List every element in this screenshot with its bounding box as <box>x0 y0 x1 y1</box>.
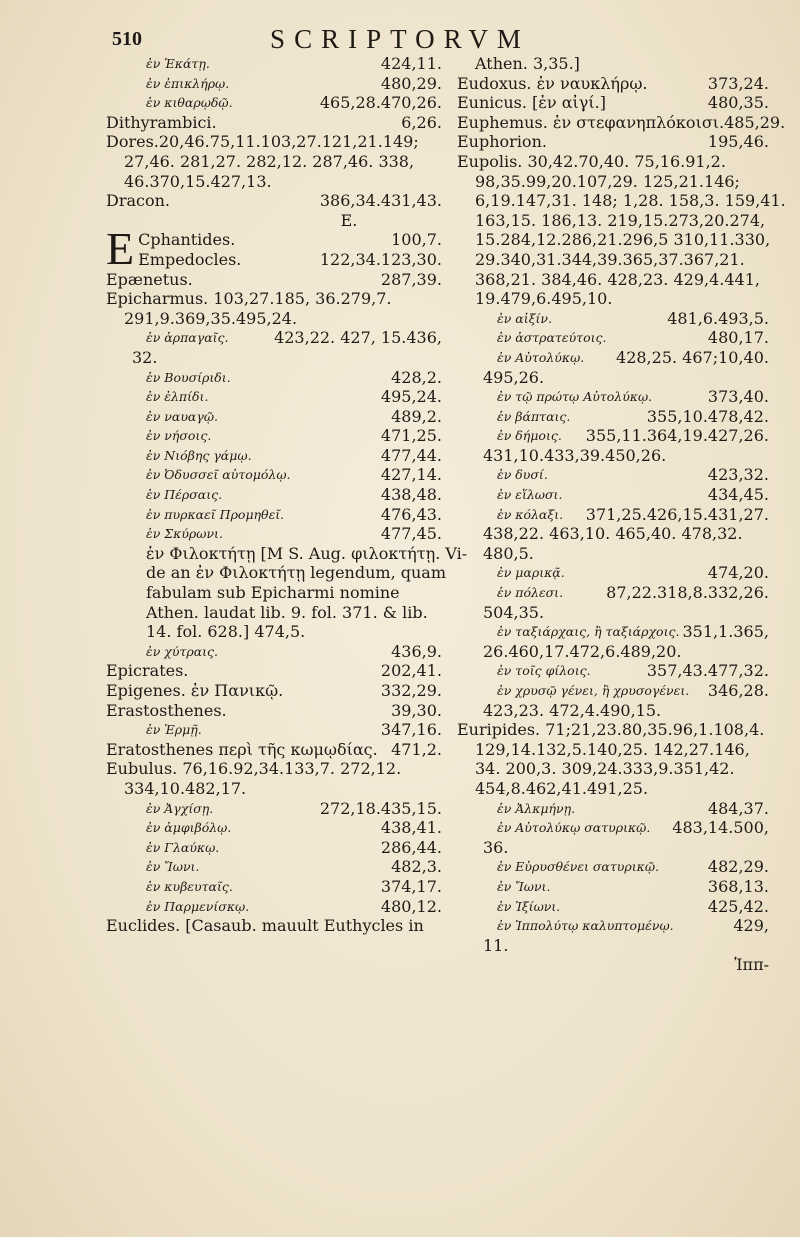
entry-ref: 465,28.470,26. <box>319 93 442 113</box>
entry-ref: 423,22. 427, 15.436, <box>274 328 442 348</box>
index-entry <box>457 74 769 94</box>
entry-ref: 374,17. <box>380 876 442 896</box>
entry-label: ἐν Παρμενίσκῳ. <box>146 898 250 914</box>
entry-label: ἐν Σκύρωνι. <box>146 526 223 542</box>
entry-ref: 371,25.426,15.431,27. <box>585 504 769 524</box>
entry-ref: 423,32. <box>707 465 769 485</box>
index-entry <box>457 54 769 74</box>
right-column <box>457 54 786 975</box>
index-entry <box>457 465 769 485</box>
author-name: Eratosthenes περὶ τῆς κωμῳδίας. <box>106 739 378 759</box>
index-entry <box>106 740 442 760</box>
entry-line: 368,21. 384,46. 428,23. 429,4.441, <box>475 269 760 289</box>
author-name: Eudoxus. ἐν ναυκλήρῳ. <box>457 73 648 93</box>
entry-line: 6,19.147,31. 148; 1,28. 158,3. 159,41. <box>475 191 786 211</box>
index-entry <box>106 485 442 505</box>
index-entry <box>106 54 442 74</box>
index-entry <box>106 524 442 544</box>
index-entry <box>106 642 442 662</box>
index-entry <box>106 93 442 113</box>
author-name: Epænetus. <box>106 269 193 289</box>
entry-ref: 438,41. <box>380 818 442 838</box>
entry-list <box>106 799 442 917</box>
index-entry <box>457 93 769 113</box>
index-entry <box>106 543 468 642</box>
entry-ref: 436,9. <box>391 641 442 661</box>
entry-line: 291,9.369,35.495,24. <box>124 308 298 328</box>
entry-ref: 480,17. <box>707 328 769 348</box>
entry-ref: 373,24. <box>707 73 769 93</box>
entry-line: 27,46. 281,27. 282,12. 287,46. 338, <box>124 151 415 171</box>
entry-label: ἐν πόλεσι. <box>497 585 564 601</box>
entry-line: 14. fol. 628.] 474,5. <box>146 622 306 642</box>
index-entry <box>457 720 769 798</box>
entry-ref: 287,39. <box>380 269 442 289</box>
index-entry <box>106 877 442 897</box>
entry-line: 15.284,12.286,21.296,5 310,11.330, <box>475 230 771 250</box>
index-entry <box>457 505 769 564</box>
entry-list <box>457 799 769 956</box>
index-entry <box>106 368 442 388</box>
entry-ref: 482,29. <box>707 857 769 877</box>
entry-ref: 477,44. <box>380 445 442 465</box>
entry-line: 98,35.99,20.107,29. 125,21.146; <box>475 171 740 191</box>
index-entry <box>106 916 442 936</box>
entry-ref: 428,25. 467;10,40. <box>616 347 769 367</box>
index-entry <box>457 348 769 387</box>
catchword <box>457 955 769 975</box>
entry-line: 504,35. <box>483 602 545 622</box>
index-entry <box>106 720 442 740</box>
entry-label: ἐν Ἀλκμήνῃ. <box>497 800 576 816</box>
entry-line: 129,14.132,5.140,25. 142,27.146, <box>475 739 750 759</box>
index-entry <box>106 799 442 819</box>
entry-ref: 347,16. <box>380 720 442 740</box>
entry-ref: 480,29. <box>380 73 442 93</box>
author-name: Epicrates. <box>106 661 189 681</box>
entry-ref: 357,43.477,32. <box>646 661 769 681</box>
entry-ref: 346,28. <box>707 681 769 700</box>
section-letter: E. <box>340 210 358 230</box>
author-name: Erastosthenes. <box>106 700 227 720</box>
index-entry <box>106 132 442 191</box>
entry-ref: 424,11. <box>380 54 442 73</box>
entry-ref: 332,29. <box>380 681 442 700</box>
index-entry <box>457 857 769 877</box>
entry-line: 11. <box>483 935 509 955</box>
entry-ref: 485,29. <box>724 112 786 132</box>
entry-label: ἐν Βουσίριδι. <box>146 369 231 385</box>
entry-ref: 471,2. <box>391 739 442 759</box>
entry-label: ἐν Ὀδυσσεῖ αὐτομόλῳ. <box>146 467 291 483</box>
entry-label: ἐν ἀστρατεύτοις. <box>497 330 607 346</box>
entry-label: ἐν ἀμφιβόλῳ. <box>146 820 232 836</box>
entry-ref: 476,43. <box>380 504 442 524</box>
index-entry <box>106 661 442 681</box>
entry-line: Athen. 3,35.] <box>475 54 580 73</box>
entry-ref: 477,45. <box>380 524 442 544</box>
index-entry <box>106 701 442 721</box>
index-entry <box>106 191 442 211</box>
entry-ref: 39,30. <box>391 700 442 720</box>
entry-ref: 355,11.364,19.427,26. <box>585 426 769 446</box>
entry-line: Athen. laudat lib. 9. fol. 371. & lib. <box>146 602 428 622</box>
entry-label: ἐν τοῖς φίλοις. <box>497 663 591 679</box>
index-entry <box>457 563 769 583</box>
index-entry <box>457 897 769 917</box>
running-title: SCRIPTORVM <box>270 24 530 54</box>
entry-label: ἐν τῷ πρώτῳ Αὐτολύκῳ. <box>497 389 653 405</box>
entry-label: ἐν Ἴωνι. <box>146 859 200 875</box>
entry-line: 495,26. <box>483 367 545 387</box>
index-entry <box>106 407 442 427</box>
entry-ref: 202,41. <box>380 661 442 681</box>
entry-ref: 425,42. <box>707 896 769 916</box>
index-entry <box>106 74 442 94</box>
entry-ref: 272,18.435,15. <box>319 798 442 818</box>
index-entry <box>457 387 769 407</box>
entry-label: ἐν Νιόβης γάμῳ. <box>146 447 252 463</box>
entry-label: ἐν αἰξίν. <box>497 310 552 326</box>
index-entry <box>106 818 442 838</box>
entry-line: 19.479,6.495,10. <box>475 289 613 309</box>
entry-ref: 427,14. <box>380 465 442 485</box>
index-entry <box>457 877 769 897</box>
entry-label: ἐν ταξιάρχαις, ἢ ταξιάρχοις. <box>497 624 680 640</box>
author-name: Dithyrambici. <box>106 112 217 132</box>
entry-label: ἐν Αὐτολύκῳ. <box>497 349 585 365</box>
entry-line: Epicharmus. 103,27.185, 36.279,7. <box>106 289 392 309</box>
entry-ref: 351,1.365, <box>682 622 769 642</box>
entry-ref: 355,10.478,42. <box>646 406 769 426</box>
index-entry <box>457 661 769 681</box>
entry-label: ἐν νήσοις. <box>146 428 212 444</box>
entry-list <box>457 309 769 720</box>
entry-label: ἐν χρυσῷ γένει, ἢ χρυσογένει. <box>497 683 690 698</box>
entry-line: 438,22. 463,10. 465,40. 478,32. <box>483 524 743 544</box>
entry-ref: 474,20. <box>707 563 769 583</box>
entry-ref: 6,26. <box>401 112 442 132</box>
entry-label: ἐν κόλαξι. <box>497 506 564 522</box>
author-name: Cphantides. <box>138 230 236 250</box>
entry-line: 32. <box>132 347 158 367</box>
entry-label: ἐν χύτραις. <box>146 643 219 659</box>
index-entry <box>106 505 442 525</box>
entry-line: 334,10.482,17. <box>124 778 247 798</box>
entry-line: 163,15. 186,13. 219,15.273,20.274, <box>475 210 766 230</box>
entry-line: Eubulus. 76,16.92,34.133,7. 272,12. <box>106 759 402 779</box>
entry-label: ἐν εἵλωσι. <box>497 487 563 503</box>
index-entry <box>106 857 442 877</box>
entry-ref: 122,34.123,30. <box>319 249 442 269</box>
page-number: 510 <box>112 28 142 50</box>
entry-line: de an ἐν Φιλοκτήτῃ legendum, quam <box>146 563 446 583</box>
entry-label: ἐν Εὐρυσθένει σατυρικῷ. <box>497 859 659 875</box>
entry-ref: 100,7. <box>391 230 442 250</box>
index-entry <box>457 407 769 427</box>
entry-line: Euclides. [Casaub. mauult Euthycles in <box>106 916 424 936</box>
entry-ref: 489,2. <box>391 406 442 426</box>
author-name: Dracon. <box>106 191 170 211</box>
entry-label: ἐν ἐλπίδι. <box>146 389 209 405</box>
entry-label: ἐν Ἀγχίσῃ. <box>146 800 214 816</box>
entry-label: ἐν Γλαύκῳ. <box>146 839 220 855</box>
entry-line: Eupolis. 30,42.70,40. 75,16.91,2. <box>457 151 726 171</box>
index-entry <box>106 759 442 798</box>
index-entry <box>457 583 769 622</box>
entry-label: ἐν ἐπικλήρῳ. <box>146 75 230 91</box>
entry-ref: 87,22.318,8.332,26. <box>606 583 769 603</box>
entry-label: ἐν ναυαγῷ. <box>146 408 218 424</box>
entry-ref: 481,6.493,5. <box>667 308 769 328</box>
entry-line: 431,10.433,39.450,26. <box>483 445 667 465</box>
entry-line: ἐν Φιλοκτήτῃ [M S. Aug. φιλοκτήτῃ. Vi- <box>146 543 468 563</box>
drop-cap: E <box>106 223 135 275</box>
author-name: Epigenes. ἐν Πανικῷ. <box>106 681 284 700</box>
entry-ref: 480,35. <box>707 93 769 113</box>
entry-line: 29.340,31.344,39.365,37.367,21. <box>475 249 745 269</box>
catchword-text: Ἱππ- <box>734 955 769 975</box>
index-entry <box>106 838 442 858</box>
left-column <box>106 54 468 936</box>
index-entry <box>106 270 442 290</box>
entry-ref: 428,2. <box>391 367 442 387</box>
entry-ref: 480,12. <box>380 896 442 916</box>
index-entry <box>457 799 769 819</box>
index-entry <box>457 426 769 465</box>
entry-ref: 434,45. <box>707 485 769 505</box>
entry-label: ἐν δυσί. <box>497 467 548 483</box>
entry-ref: 368,13. <box>707 876 769 896</box>
entry-ref: 195,46. <box>707 132 769 152</box>
index-entry <box>457 916 769 955</box>
author-name: Eunicus. [ἐν αἰγί.] <box>457 93 606 113</box>
index-entry <box>106 223 442 275</box>
entry-label: ἐν μαρικᾷ. <box>497 565 565 581</box>
author-name: Euphemus. ἐν στεφανηπλόκοισι. <box>457 112 725 132</box>
author-name: Euphorion. <box>457 132 547 152</box>
entry-line: 46.370,15.427,13. <box>124 171 272 191</box>
index-entry <box>457 309 769 329</box>
entry-label: ἐν κιθαρῳδῷ. <box>146 95 233 111</box>
entry-label: ἐν πυρκαεῖ Προμηθεῖ. <box>146 506 285 522</box>
index-entry <box>106 897 442 917</box>
entry-label: ἐν Ἱππολύτῳ καλυπτομένῳ. <box>497 918 674 934</box>
entry-ref: 286,44. <box>380 837 442 857</box>
entry-ref: 483,14.500, <box>672 818 769 838</box>
index-entry <box>457 151 786 309</box>
entry-ref: 482,3. <box>391 857 442 877</box>
entry-ref: 495,24. <box>380 387 442 407</box>
entry-ref: 386,34.431,43. <box>319 191 442 211</box>
entry-list <box>106 368 442 544</box>
index-entry <box>106 426 442 446</box>
index-entry <box>106 465 442 485</box>
index-entry <box>457 328 769 348</box>
entry-line: Dores.20,46.75,11.103,27.121,21.149; <box>106 132 419 152</box>
index-entry <box>106 328 442 367</box>
entry-label: ἐν Ἴωνι. <box>497 878 551 894</box>
index-entry <box>457 681 769 720</box>
index-entry <box>106 446 442 466</box>
entry-label: ἐν βάπταις. <box>497 408 571 424</box>
index-entry <box>457 112 786 133</box>
author-name: Empedocles. <box>138 249 242 269</box>
entry-line: 423,23. 472,4.490,15. <box>483 700 662 720</box>
index-entry <box>457 485 769 505</box>
entry-label: ἐν ἁρπαγαῖς. <box>146 330 229 346</box>
entry-label: ἐν Ἑκάτῃ. <box>146 56 210 71</box>
entry-line: fabulam sub Epicharmi nomine <box>146 583 400 603</box>
entry-label: ἐν δήμοις. <box>497 428 562 444</box>
entry-label: ἐν κυβευταῖς. <box>146 878 233 894</box>
index-entry <box>106 289 442 328</box>
entry-ref: 438,48. <box>380 485 442 505</box>
entry-label: ἐν Ἑρμῇ. <box>146 722 202 738</box>
entry-ref: 429, <box>733 916 769 936</box>
entry-label: ἐν Πέρσαις. <box>146 487 223 503</box>
entry-ref: 471,25. <box>380 426 442 446</box>
entry-ref: 484,37. <box>707 798 769 818</box>
entry-label: ἐν Ἰξίωνι. <box>497 898 561 914</box>
entry-ref: 373,40. <box>707 387 769 407</box>
entry-line: 34. 200,3. 309,24.333,9.351,42. <box>475 759 735 779</box>
entry-line: 26.460,17.472,6.489,20. <box>483 641 682 661</box>
index-entry <box>106 113 442 133</box>
entry-line: Euripides. 71;21,23.80,35.96,1.108,4. <box>457 720 765 740</box>
entry-line: 454,8.462,41.491,25. <box>475 778 649 798</box>
index-entry <box>457 622 769 661</box>
entry-line: 480,5. <box>483 543 534 563</box>
index-entry <box>457 132 769 152</box>
entry-line: 36. <box>483 837 509 857</box>
index-entry <box>457 818 769 857</box>
index-entry <box>106 681 442 701</box>
index-entry <box>106 387 442 407</box>
entry-label: ἐν Αὐτολύκῳ σατυρικῷ. <box>497 820 651 836</box>
